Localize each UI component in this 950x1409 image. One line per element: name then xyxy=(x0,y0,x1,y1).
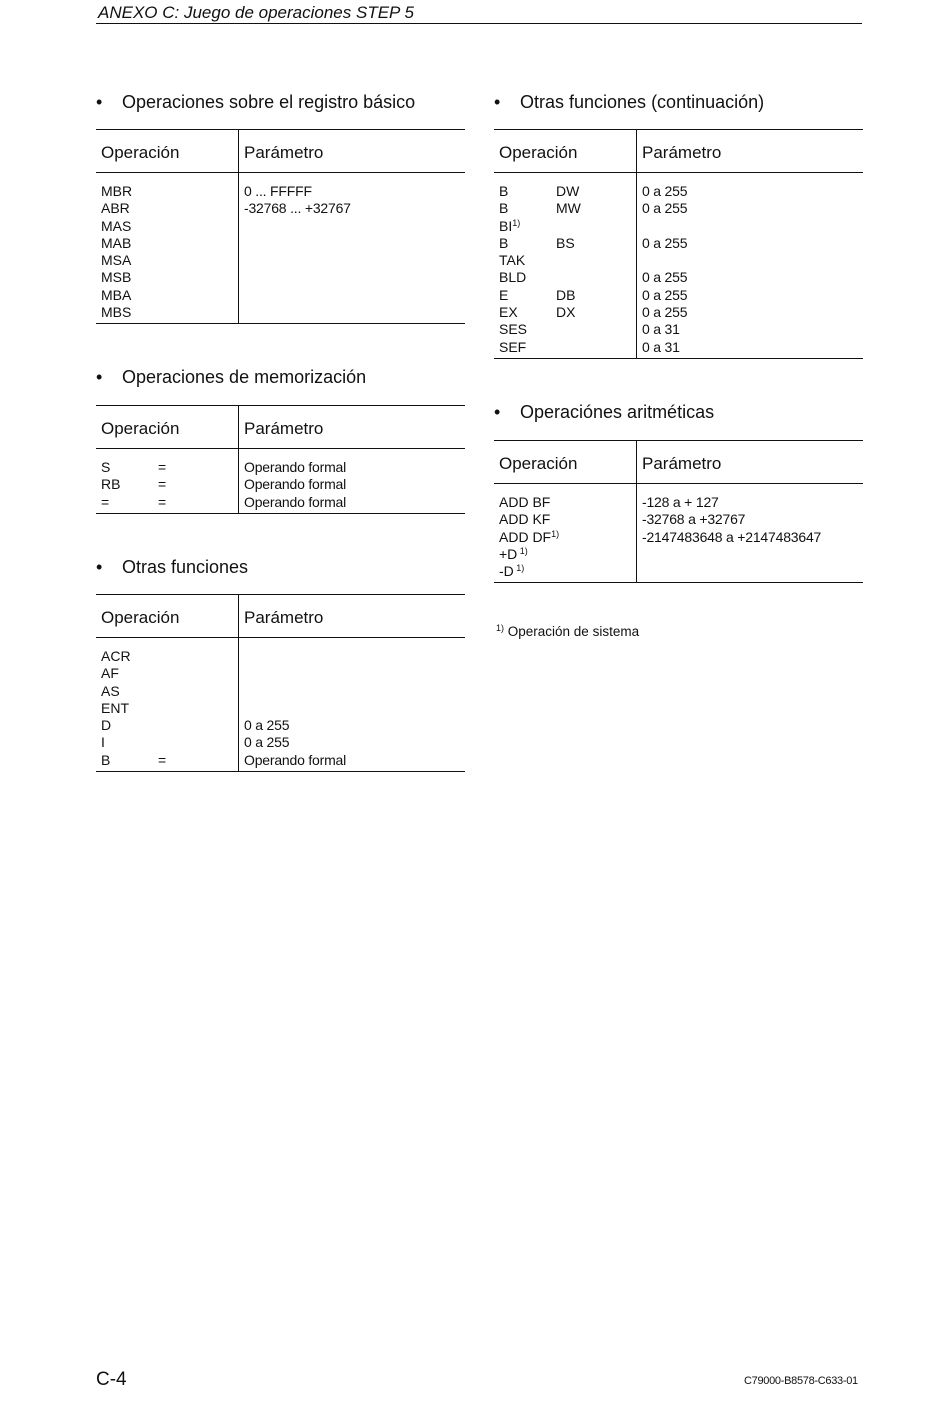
bullet-icon: • xyxy=(494,92,501,112)
parameter-cell: -32768 a +32767 xyxy=(642,511,746,528)
table-row xyxy=(96,459,465,476)
document-code: C79000-B8578-C633-01 xyxy=(744,1375,858,1387)
operation-cell: S xyxy=(101,459,111,475)
parameter-cell: -32768 ... +32767 xyxy=(244,200,351,217)
table-row xyxy=(96,200,465,217)
parameter-cell: 0 a 255 xyxy=(642,304,688,321)
table-row xyxy=(494,218,863,235)
bullet-icon: • xyxy=(96,92,103,112)
table-row xyxy=(494,183,863,200)
operand-cell: DX xyxy=(556,304,576,321)
parameter-cell: Operando formal xyxy=(244,476,347,493)
column-divider xyxy=(238,406,239,448)
section-heading-aritmeticas: • Operaciónes aritméticas xyxy=(494,402,715,422)
operand-cell: BS xyxy=(556,234,575,251)
parameter-cell: 0 a 255 xyxy=(642,234,688,251)
column-header-parametro: Parámetro xyxy=(244,608,324,627)
footnote-mark: 1) xyxy=(512,217,521,228)
operation-cell: B xyxy=(499,234,509,251)
table-body xyxy=(96,449,465,513)
table-body xyxy=(96,638,465,771)
operation-cell: MBR xyxy=(101,183,133,199)
table-registro-basico xyxy=(96,129,465,324)
parameter-cell: 0 ... FFFFF xyxy=(244,183,312,199)
parameter-cell: -2147483648 a +2147483647 xyxy=(642,528,822,545)
table-row xyxy=(96,252,465,269)
operation-cell: +D $^{1)}$ xyxy=(499,545,528,562)
section-heading-memorizacion: • Operaciones de memorización xyxy=(96,367,367,387)
parameter-cell: 0 a 255 xyxy=(642,183,688,199)
table-row xyxy=(494,546,863,563)
operation-cell: ADD BF xyxy=(499,494,551,510)
table-row xyxy=(494,511,863,528)
table-row xyxy=(96,752,465,769)
table-row xyxy=(96,183,465,200)
operation-cell: MAB xyxy=(101,234,132,251)
table-row xyxy=(96,304,465,321)
table-row xyxy=(494,339,863,356)
page-number: C-4 xyxy=(96,1369,127,1390)
operation-cell: SEF xyxy=(499,338,527,355)
operation-cell: AF xyxy=(101,665,119,682)
table-header xyxy=(494,130,863,173)
operand-cell: = xyxy=(158,476,167,493)
table-header xyxy=(96,595,465,638)
operation-cell: SES xyxy=(499,321,528,338)
table-otras-funciones-continuacion xyxy=(494,129,863,359)
table-row xyxy=(96,700,465,717)
parameter-cell: 0 a 255 xyxy=(244,717,290,734)
table-row xyxy=(96,218,465,235)
parameter-cell: 0 a 31 xyxy=(642,338,680,355)
operand-cell: MW xyxy=(556,200,581,217)
table-row xyxy=(96,717,465,734)
parameter-cell: Operando formal xyxy=(244,751,347,768)
table-memorizacion xyxy=(96,405,465,514)
column-divider xyxy=(238,130,239,172)
table-header xyxy=(494,441,863,484)
operation-cell: MSB xyxy=(101,269,132,286)
table-header xyxy=(96,406,465,449)
bullet-icon: • xyxy=(96,557,103,577)
table-row xyxy=(96,648,465,665)
operation-cell: ENT xyxy=(101,699,129,716)
operation-cell: AS xyxy=(101,682,120,699)
footnote-mark: 1) xyxy=(551,528,560,539)
table-row xyxy=(96,235,465,252)
operation-cell: EX xyxy=(499,304,518,321)
column-divider xyxy=(636,441,637,483)
column-header-parametro: Parámetro xyxy=(642,454,722,473)
section-heading-otras-funciones: • Otras funciones xyxy=(96,557,249,577)
operation-cell: B xyxy=(499,183,509,199)
table-row xyxy=(494,563,863,580)
parameter-cell: 0 a 255 xyxy=(642,286,688,303)
section-heading-registro-basico: • Operaciones sobre el registro básico xyxy=(96,92,416,112)
table-body xyxy=(96,173,465,323)
footnote: $^{1)}$ Operación de sistema xyxy=(496,623,640,639)
bullet-icon: • xyxy=(96,367,103,387)
operation-cell: B xyxy=(499,200,509,217)
parameter-cell: 0 a 255 xyxy=(642,200,688,217)
table-row xyxy=(494,269,863,286)
table-row xyxy=(96,287,465,304)
operation-cell: D xyxy=(101,717,112,734)
operation-cell: MBS xyxy=(101,304,132,321)
operation-cell: BLD xyxy=(499,269,527,286)
operand-cell: = xyxy=(158,493,167,510)
table-row xyxy=(494,235,863,252)
table-body xyxy=(494,484,863,582)
table-row xyxy=(96,734,465,751)
operation-cell: RB xyxy=(101,476,121,493)
section-heading-otras-funciones-continuacion: • Otras funciones (continuación) xyxy=(494,92,765,112)
operation-cell: ADD DF$^{1)}$ xyxy=(499,528,560,545)
bullet-icon: • xyxy=(494,402,501,422)
parameter-cell: Operando formal xyxy=(244,493,347,510)
table-row xyxy=(96,476,465,493)
table-row xyxy=(494,321,863,338)
column-header-operacion: Operación xyxy=(101,419,180,438)
table-row xyxy=(494,252,863,269)
column-header-operacion: Operación xyxy=(499,454,578,473)
operation-cell: ACR xyxy=(101,648,131,664)
parameter-cell: -128 a + 127 xyxy=(642,494,719,510)
operand-cell: DB xyxy=(556,286,576,303)
table-row xyxy=(96,269,465,286)
operation-cell: ADD KF xyxy=(499,511,551,528)
operation-cell: ABR xyxy=(101,200,130,217)
operation-cell: E xyxy=(499,286,509,303)
table-row xyxy=(96,665,465,682)
table-otras-funciones xyxy=(96,594,465,772)
operation-cell: MSA xyxy=(101,252,132,269)
table-row xyxy=(494,287,863,304)
table-row xyxy=(494,529,863,546)
table-row xyxy=(96,494,465,511)
column-header-parametro: Parámetro xyxy=(642,143,722,162)
table-body xyxy=(494,173,863,358)
column-header-parametro: Parámetro xyxy=(244,419,324,438)
operation-cell: -D $^{1)}$ xyxy=(499,563,525,580)
table-aritmeticas xyxy=(494,440,863,583)
column-header-parametro: Parámetro xyxy=(244,143,324,162)
operation-cell: BI$^{1)}$ xyxy=(499,217,521,234)
table-row xyxy=(96,683,465,700)
column-header-operacion: Operación xyxy=(101,608,180,627)
page-header xyxy=(96,0,862,24)
operand-cell: = xyxy=(158,459,167,475)
footnote-mark: 1) xyxy=(513,563,525,574)
operand-cell: = xyxy=(158,751,167,768)
operation-cell: MBA xyxy=(101,286,132,303)
header-title: ANEXO C: Juego de operaciones STEP 5 xyxy=(98,3,414,22)
parameter-cell: 0 a 255 xyxy=(244,734,290,751)
column-divider xyxy=(238,595,239,637)
parameter-cell: Operando formal xyxy=(244,459,347,475)
table-row xyxy=(494,494,863,511)
operation-cell: TAK xyxy=(499,252,526,269)
column-header-operacion: Operación xyxy=(499,143,578,162)
operation-cell: B xyxy=(101,751,111,768)
footnote-mark: 1) xyxy=(517,545,528,556)
column-header-operacion: Operación xyxy=(101,143,180,162)
column-divider xyxy=(636,130,637,172)
table-row xyxy=(494,200,863,217)
operation-cell: = xyxy=(101,493,110,510)
table-row xyxy=(494,304,863,321)
parameter-cell: 0 a 255 xyxy=(642,269,688,286)
operation-cell: I xyxy=(101,734,105,751)
parameter-cell: 0 a 31 xyxy=(642,321,680,338)
table-header xyxy=(96,130,465,173)
operand-cell: DW xyxy=(556,183,580,199)
operation-cell: MAS xyxy=(101,217,132,234)
